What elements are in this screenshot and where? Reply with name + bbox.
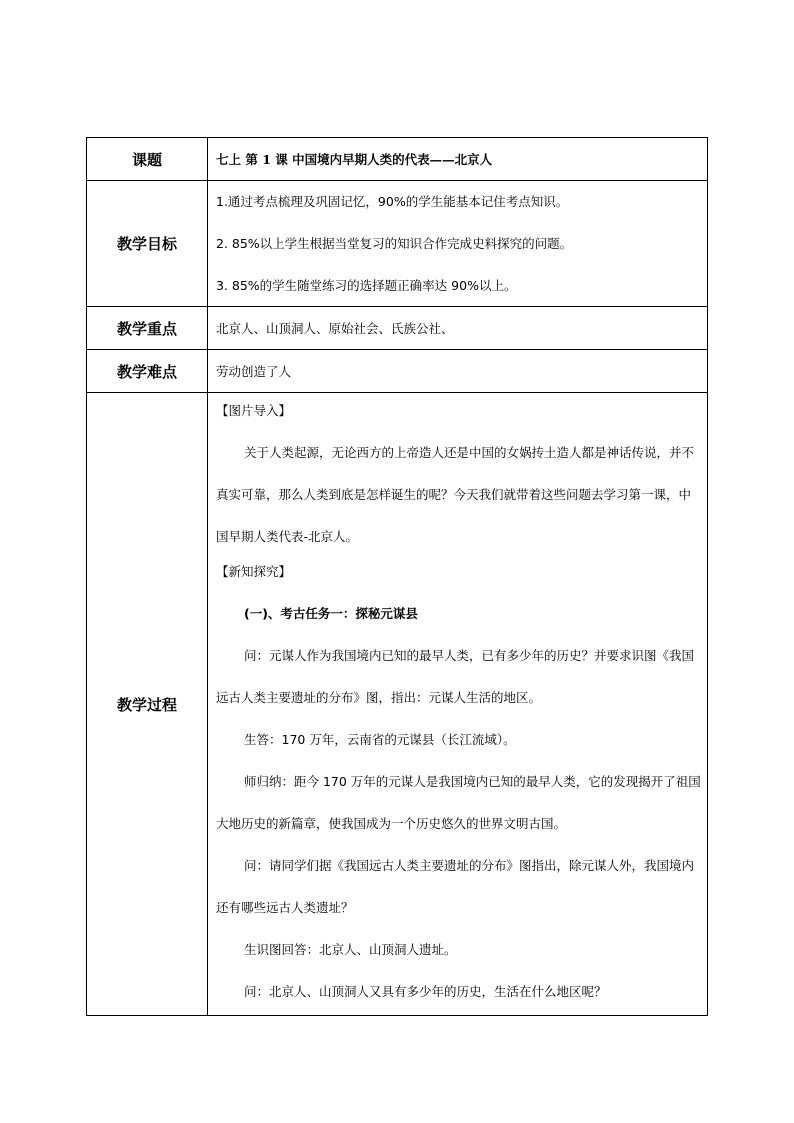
paragraph: 问：元谋人作为我国境内已知的最早人类，已有多少年的历史？并要求识图《我国远古人类主要遗址的分布》图，指出：元谋人生活的地区。 [216,648,695,705]
goal-item: 3. 85%的学生随堂练习的选择题正确率达 90%以上。 [216,277,517,293]
goals-row [87,181,708,307]
goals-content [208,181,708,307]
goal-item: 2. 85%以上学生根据当堂复习的知识合作完成史料探究的问题。 [216,235,573,251]
difficulty-row [87,350,708,393]
paragraph: 问：北京人、山顶洞人又具有多少年的历史，生活在什么地区呢？ [244,984,607,999]
paragraph: 问：请同学们据《我国远古人类主要遗址的分布》图指出，除元谋人外，我国境内还有哪些远古人类遗址？ [216,858,695,915]
lesson-plan-table [86,137,708,1016]
section-heading: 【新知探究】 [216,564,292,579]
process-row [87,393,708,1016]
key-points-label: 教学重点 [87,307,208,350]
goal-item: 1.通过考点梳理及巩固记忆，90%的学生能基本记住考点知识。 [216,193,569,209]
topic-value: 七上 第 1 课 中国境内早期人类的代表——北京人 [208,138,708,181]
paragraph: 师归纳：距今 170 万年的元谋人是我国境内已知的最早人类，它的发现揭开了祖国大地历史的新篇章，使我国成为一个历史悠久的世界文明古国。 [216,774,701,831]
process-label: 教学过程 [87,393,208,1016]
topic-row [87,138,708,181]
section-heading: 【图片导入】 [216,403,292,418]
paragraph: 关于人类起源，无论西方的上帝造人还是中国的女娲抟土造人都是神话传说，并不真实可靠，那么人类到底是怎样诞生的呢？今天我们就带着这些问题去学习第一课，中国早期人类代表-北京人。 [216,445,695,544]
task-heading: (一)、考古任务一：探秘元谋县 [244,606,418,621]
difficulty-label: 教学难点 [87,350,208,393]
paragraph: 生答：170 万年，云南省的元谋县（长江流域）。 [244,732,516,747]
key-points-row [87,307,708,350]
paragraph: 生识图回答：北京人、山顶洞人遗址。 [244,942,457,957]
difficulty-value: 劳动创造了人 [208,350,708,393]
goals-label: 教学目标 [87,181,208,307]
topic-label: 课题 [87,138,208,181]
key-points-value: 北京人、山顶洞人、原始社会、氏族公社、 [208,307,708,350]
process-content [208,393,708,1016]
